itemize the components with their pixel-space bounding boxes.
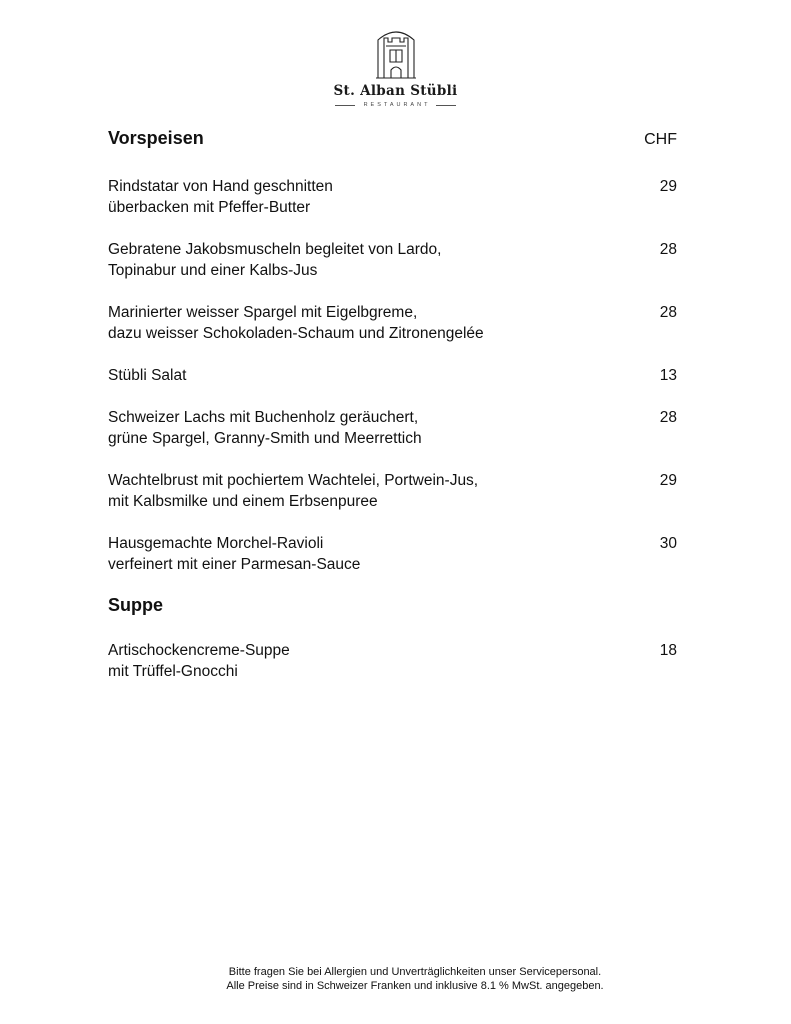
menu-item-description bbox=[108, 533, 360, 575]
menu-item-price: 13 bbox=[659, 367, 677, 384]
menu-item-name: Stübli Salat bbox=[108, 367, 187, 384]
menu-item-description bbox=[108, 470, 478, 512]
price-note: Alle Preise sind in Schweizer Franken und inklusive 8.1 % MwSt. angegeben. bbox=[226, 980, 604, 992]
tower-icon bbox=[376, 26, 416, 80]
menu-item-price: 30 bbox=[659, 535, 677, 552]
menu-item bbox=[108, 302, 677, 344]
menu-item-description bbox=[108, 407, 422, 449]
menu-item-price: 18 bbox=[659, 642, 677, 659]
allergy-note: Bitte fragen Sie bei Allergien und Unverträglichkeiten unser Servicepersonal. bbox=[228, 966, 602, 978]
menu-item bbox=[108, 365, 677, 386]
menu-item-description bbox=[108, 176, 333, 218]
menu-item-description bbox=[108, 640, 290, 682]
menu-item-detail: mit Trüffel-Gnocchi bbox=[108, 663, 238, 680]
menu-item-detail: verfeinert mit einer Parmesan-Sauce bbox=[108, 556, 361, 573]
menu-item bbox=[108, 470, 677, 512]
menu-item-description bbox=[108, 365, 186, 386]
section-header-vorspeisen bbox=[108, 128, 677, 149]
menu-item-price: 28 bbox=[659, 304, 677, 321]
menu-item-description bbox=[108, 239, 441, 281]
section-title: Suppe bbox=[108, 595, 164, 615]
divider bbox=[436, 105, 456, 106]
menu-item bbox=[108, 533, 677, 575]
menu-item-detail: dazu weisser Schokoladen-Schaum und Zitronengelée bbox=[108, 325, 484, 342]
menu-item bbox=[108, 176, 677, 218]
menu-item-price: 28 bbox=[659, 241, 677, 258]
section-title: Vorspeisen bbox=[108, 128, 204, 148]
menu-item-price: 28 bbox=[659, 409, 677, 426]
menu-item-price: 29 bbox=[659, 472, 677, 489]
menu-item-description bbox=[108, 302, 484, 344]
menu-item-price: 29 bbox=[659, 178, 677, 195]
divider bbox=[335, 105, 355, 106]
menu-item-detail: grüne Spargel, Granny-Smith und Meerrettich bbox=[108, 430, 422, 447]
menu-item-name: Rindstatar von Hand geschnitten bbox=[108, 178, 333, 195]
menu-item-detail: mit Kalbsmilke und einem Erbsenpuree bbox=[108, 493, 378, 510]
menu-item-name: Gebratene Jakobsmuscheln begleitet von Lardo, bbox=[108, 241, 442, 258]
menu-item-name: Wachtelbrust mit pochiertem Wachtelei, Portwein-Jus, bbox=[108, 472, 479, 489]
section-header-suppe bbox=[108, 595, 677, 616]
restaurant-subtitle-row bbox=[0, 102, 791, 108]
footer-note bbox=[0, 965, 791, 993]
menu-item-name: Schweizer Lachs mit Buchenholz geräuchert, bbox=[108, 409, 419, 426]
currency-label: CHF bbox=[644, 131, 677, 148]
menu-item-detail: überbacken mit Pfeffer-Butter bbox=[108, 199, 311, 216]
restaurant-subtitle: RESTAURANT bbox=[363, 102, 431, 108]
menu-item bbox=[108, 239, 677, 281]
menu-item-name: Marinierter weisser Spargel mit Eigelbgreme, bbox=[108, 304, 418, 321]
menu-item bbox=[108, 640, 677, 682]
restaurant-logo bbox=[0, 26, 791, 108]
menu-item-name: Hausgemachte Morchel-Ravioli bbox=[108, 535, 324, 552]
menu-item-detail: Topinabur und einer Kalbs-Jus bbox=[108, 262, 318, 279]
menu-item bbox=[108, 407, 677, 449]
menu-item-name: Artischockencreme-Suppe bbox=[108, 642, 290, 659]
restaurant-name: St. Alban Stübli bbox=[333, 83, 458, 99]
